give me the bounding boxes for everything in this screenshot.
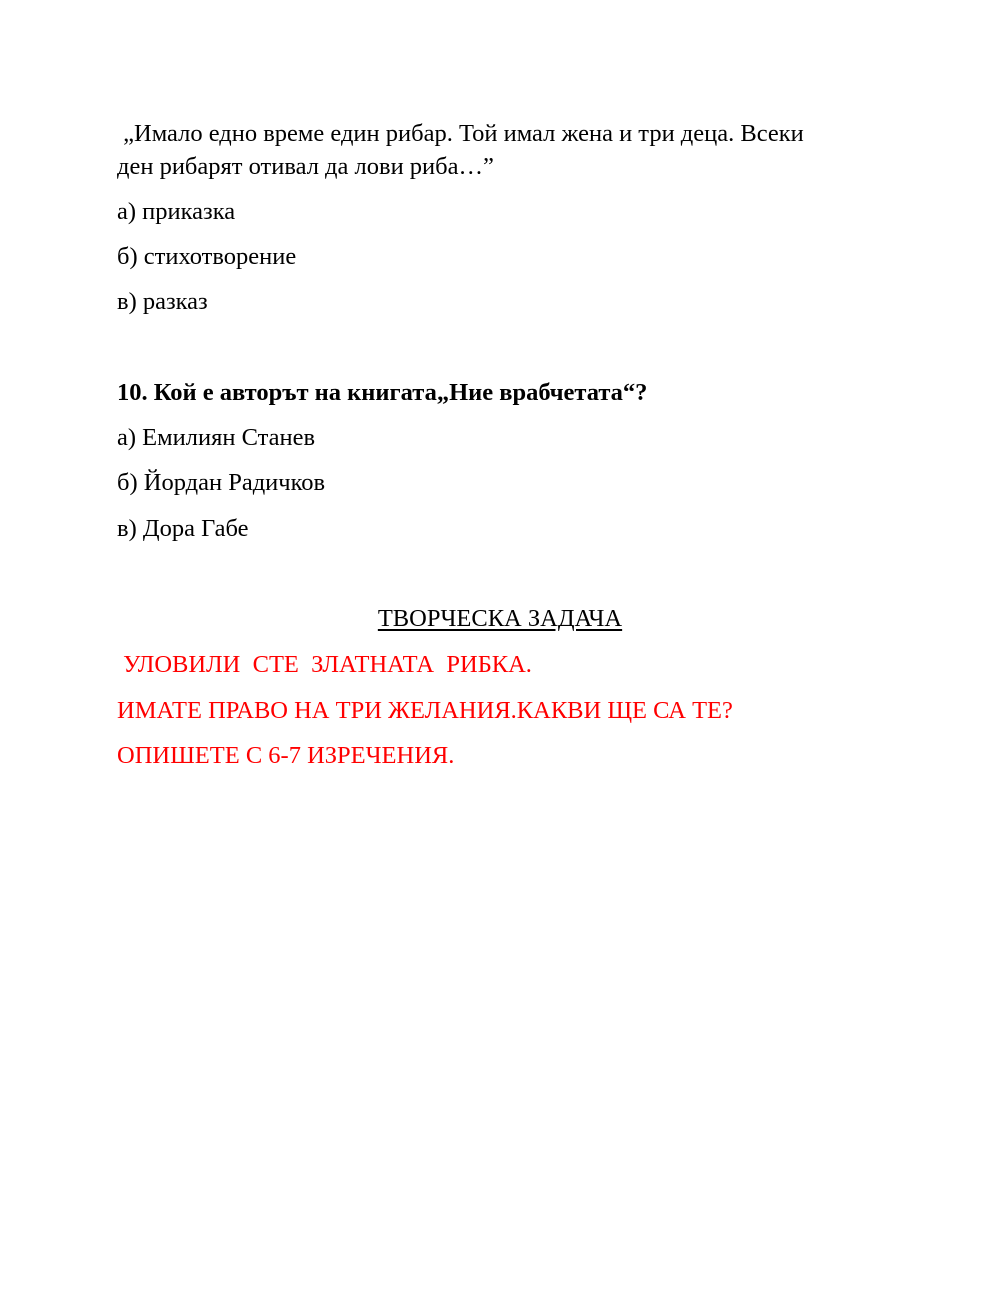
creative-task-heading-row [0,603,1000,635]
q9-option-b[interactable]: б) стихотворение [117,243,297,270]
q10-option-b[interactable]: б) Йордан Радичков [117,469,326,496]
question-10-title: 10. Кой е авторът на книгата„Ние врабчетата“? [117,379,648,406]
task-line-3: ОПИШЕТЕ С 6-7 ИЗРЕЧЕНИЯ. [117,742,455,769]
q10-option-a[interactable]: а) Емилиян Станев [117,424,316,451]
q10-option-c[interactable]: в) Дора Габе [117,515,249,542]
story-excerpt [117,117,877,183]
creative-task-heading: ТВОРЧЕСКА ЗАДАЧА [377,605,623,632]
task-line-2: ИМАТЕ ПРАВО НА ТРИ ЖЕЛАНИЯ.КАКВИ ЩЕ СА ТЕ? [117,697,733,724]
q9-option-a[interactable]: а) приказка [117,198,236,225]
story-excerpt-line-2: ден рибарят отивал да лови риба…” [117,153,494,180]
task-line-1: УЛОВИЛИ СТЕ ЗЛАТНАТА РИБКА. [117,651,532,678]
story-excerpt-line-1: „Имало едно време един рибар. Той имал жена и три деца. Всеки [117,120,804,147]
q9-option-c[interactable]: в) разказ [117,288,208,315]
